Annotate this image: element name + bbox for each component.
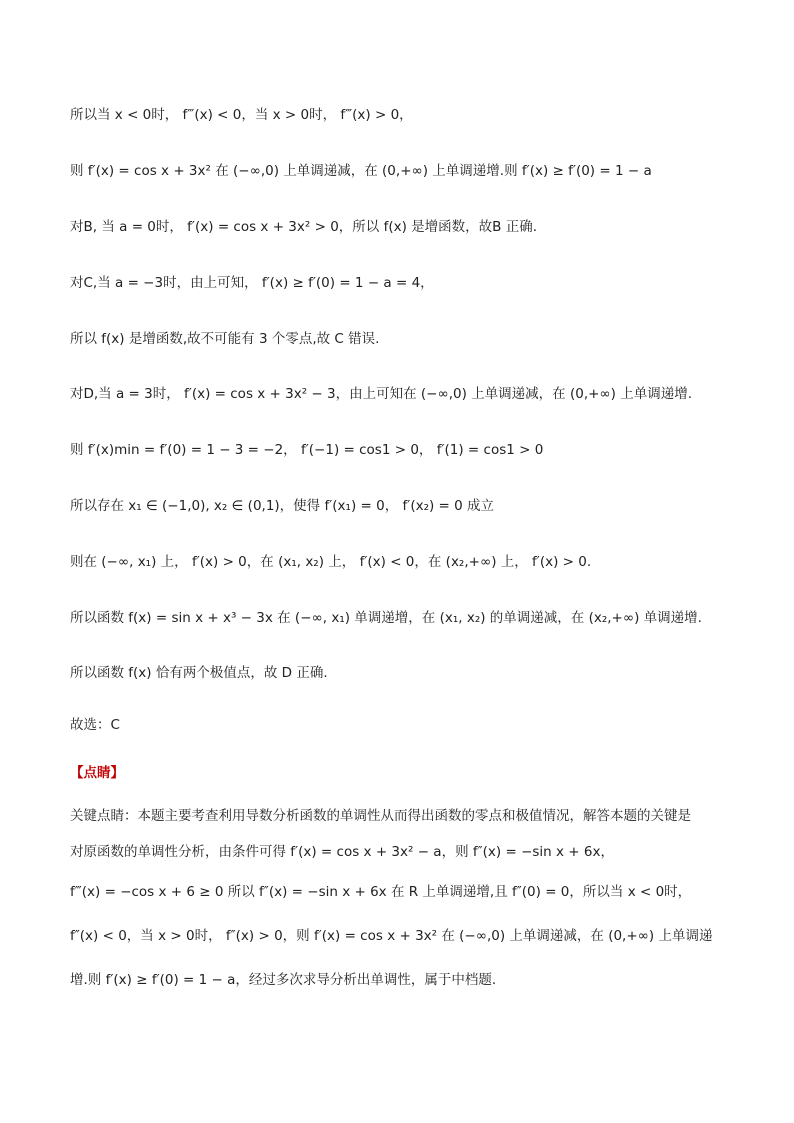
note-line-3: f‴(x) = −cos x + 6 ≥ 0 所以 f″(x) = −sin x + 6x 在 R 上单调递增,且 f″(0) = 0，所以当 x < 0时，: [70, 884, 692, 900]
note-line-4: f″(x) < 0，当 x > 0时， f″(x) > 0，则 f′(x) = cos x + 3x² 在 (−∞,0) 上单调递减，在 (0,+∞) 上单调递: [70, 928, 713, 944]
solution-line-8: 所以存在 x₁ ∈ (−1,0), x₂ ∈ (0,1)，使得 f′(x₁) = 0， f′(x₂) = 0 成立: [70, 498, 495, 514]
solution-line-5: 所以 f(x) 是增函数,故不可能有 3 个零点,故 C 错误.: [70, 331, 380, 347]
solution-line-1: 所以当 x < 0时， f‴(x) < 0，当 x > 0时， f‴(x) > 0，: [70, 107, 413, 123]
solution-line-3: 对B, 当 a = 0时， f′(x) = cos x + 3x² > 0，所以 f(x) 是增函数，故B 正确.: [70, 219, 537, 235]
note-line-2: 对原函数的单调性分析，由条件可得 f′(x) = cos x + 3x² − a，则 f″(x) = −sin x + 6x，: [70, 844, 614, 860]
solution-line-7: 则 f′(x)min = f′(0) = 1 − 3 = −2， f′(−1) = cos1 > 0， f′(1) = cos1 > 0: [70, 442, 544, 458]
note-line-1: 关键点睛：本题主要考查利用导数分析函数的单调性从而得出函数的零点和极值情况，解答本题的关键是: [70, 808, 691, 824]
solution-line-4: 对C,当 a = −3时，由上可知， f′(x) ≥ f′(0) = 1 − a = 4，: [70, 275, 434, 291]
solution-line-11: 所以函数 f(x) 恰有两个极值点，故 D 正确.: [70, 665, 328, 681]
section-title: 【点睛】: [70, 765, 124, 781]
solution-line-6: 对D,当 a = 3时， f′(x) = cos x + 3x² − 3，由上可知在 (−∞,0) 上单调递减，在 (0,+∞) 上单调递增.: [70, 386, 693, 402]
solution-line-10: 所以函数 f(x) = sin x + x³ − 3x 在 (−∞, x₁) 单调递增，在 (x₁, x₂) 的单调递减，在 (x₂,+∞) 单调递增.: [70, 610, 702, 626]
solution-line-2: 则 f′(x) = cos x + 3x² 在 (−∞,0) 上单调递减，在 (0,+∞) 上单调递增.则 f′(x) ≥ f′(0) = 1 − a: [70, 163, 652, 179]
solution-line-9: 则在 (−∞, x₁) 上， f′(x) > 0，在 (x₁, x₂) 上， f′(x) < 0，在 (x₂,+∞) 上， f′(x) > 0.: [70, 554, 592, 570]
note-line-5: 增.则 f′(x) ≥ f′(0) = 1 − a，经过多次求导分析出单调性，属于中档题.: [70, 972, 497, 988]
answer-line: 故选：C: [70, 717, 120, 733]
